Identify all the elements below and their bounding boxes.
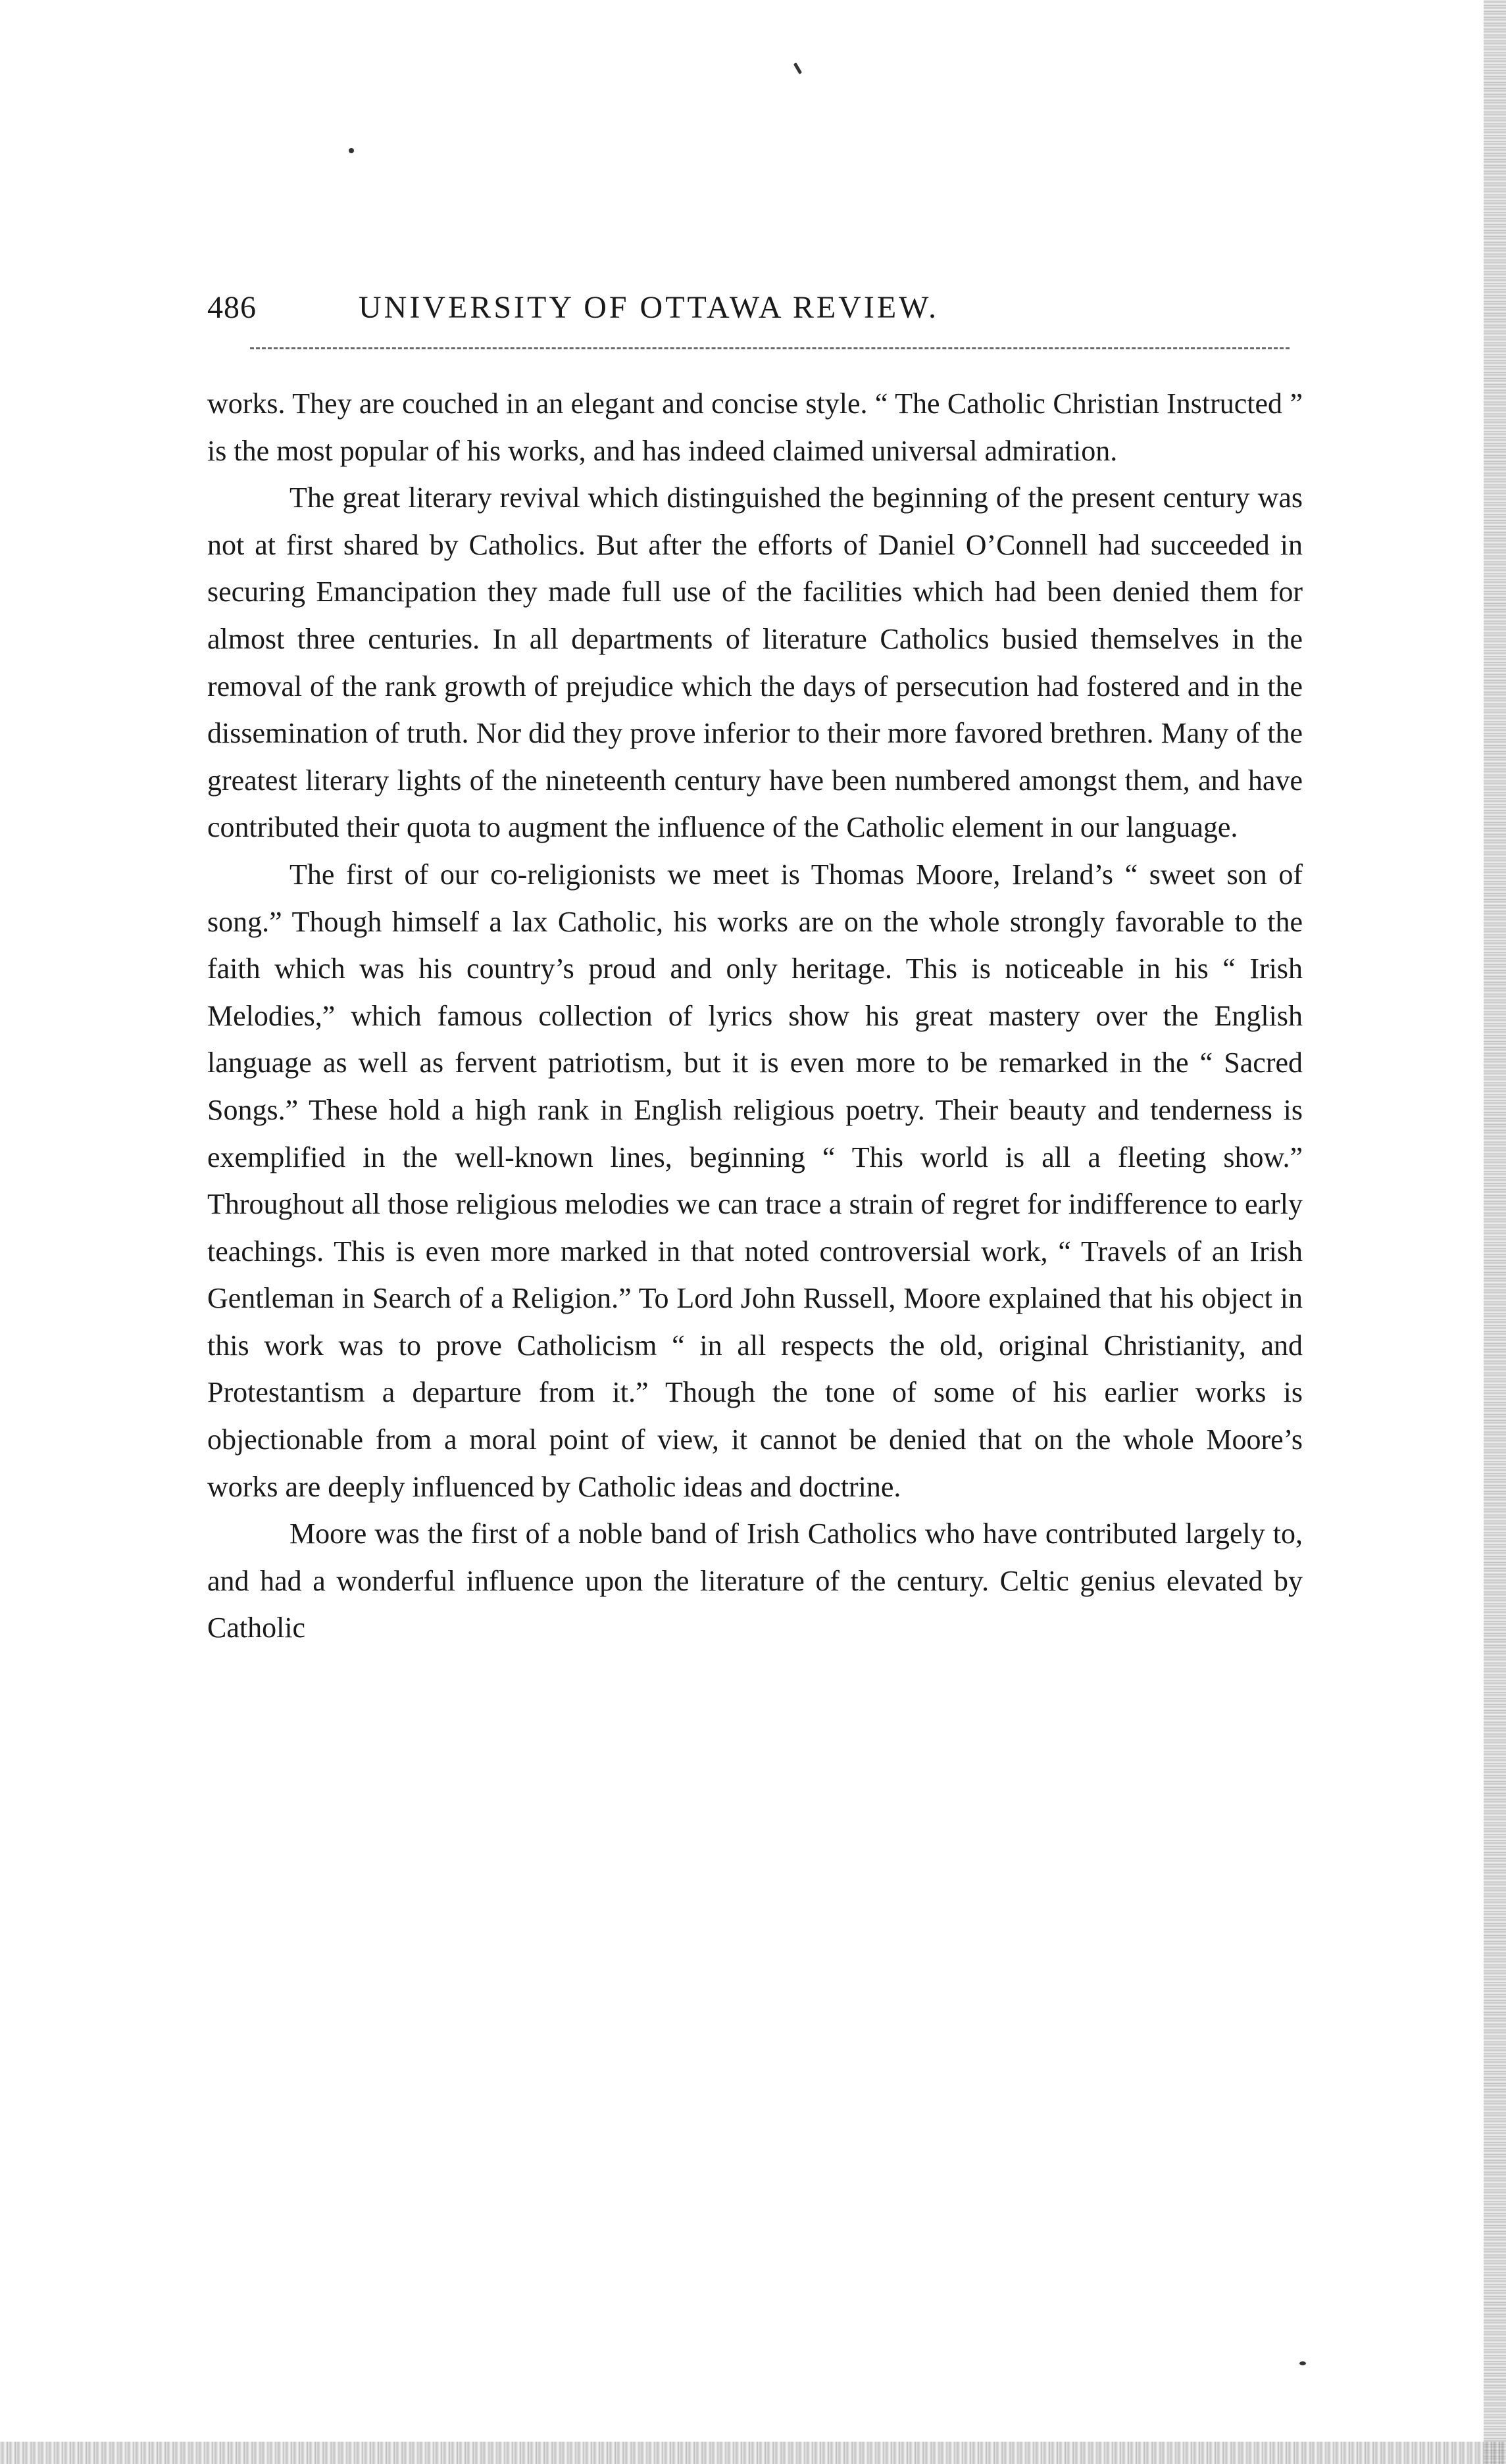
scan-speck [349, 148, 354, 153]
paragraph-thomas-moore: The first of our co-religionists we meet is Thomas Moore, Ireland’s “ sweet son of song.” Though himself a lax Catholic, his works are on the whole strongly favorable to the faith which was his country’s proud and only heritage. This is noticeable in his “ Irish Melodies,” which famous collection of lyrics show his great mastery over the English language as well as fervent patriotism, but it is even more to be remarked in the “ Sacred Songs.” These hold a high rank in English religious poetry. Their beauty and tenderness is exemplified in the well-known lines, beginning “ This world is all a fleeting show.” Throughout all those religious melodies we can trace a strain of regret for indifference to early teachings. This is even more marked in that noted controversial work, “ Travels of an Irish Gentleman in Search of a Religion.” To Lord John Russell, Moore explained that his object in this work was to prove Catholicism “ in all respects the old, original Christianity, and Protestantism a departure from it.” Though the tone of some of his earlier works is objectionable from a moral point of view, it cannot be denied that on the whole Moore’s works are deeply influenced by Catholic ideas and doctrine. [207, 858, 1303, 1503]
scan-speck [793, 62, 802, 74]
scan-speck [1299, 2361, 1306, 2365]
page-number: 486 [207, 290, 257, 325]
body-text [207, 380, 1303, 1652]
paragraph-literary-revival: The great literary revival which distinguished the beginning of the present century was not at first shared by Catholics. But after the efforts of Daniel O’Connell had succeeded in securing Emancipation they made full use of the facilities which had been denied them for almost three centuries. In all departments of literature Catholics busied themselves in the removal of the rank growth of prejudice which the days of persecution had fostered and in the dissemination of truth. Nor did they prove inferior to their more favored brethren. Many of the greatest literary lights of the nineteenth century have been numbered amongst them, and have contributed their quota to augment the influence of the Catholic element in our language. [207, 481, 1303, 844]
scan-edge-right [1484, 0, 1506, 2464]
running-title: UNIVERSITY OF OTTAWA REVIEW. [359, 290, 940, 325]
scan-edge-bottom [0, 2442, 1506, 2464]
paragraph-irish-catholics: Moore was the first of a noble band of Irish Catholics who have contributed largely to, and had a wonderful influence upon the literature of the century. Celtic genius elevated by Catholic [207, 1517, 1303, 1644]
page-header [207, 289, 1306, 342]
paragraph-continuation: works. They are couched in an elegant and concise style. “ The Catholic Christian Instructed ” is the most popular of his works, and has indeed claimed universal admiration. [207, 387, 1303, 467]
header-rule [250, 347, 1290, 349]
